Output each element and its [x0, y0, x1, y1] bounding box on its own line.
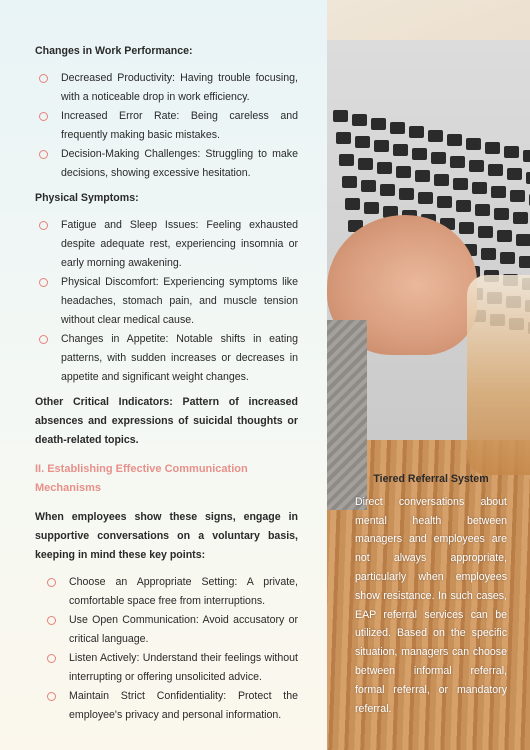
bullet-circle-icon	[39, 278, 48, 287]
keyboard-key	[504, 146, 519, 158]
keyboard-key	[513, 212, 528, 224]
referral-body: Direct conversations about mental health between managers and employees are not always appropriate, particularly when employees show resistance. In such cases, EAP referral services can be utilized. Based on the specific situation, managers can choose between informal referral, formal referral, or mandatory referral.	[355, 495, 507, 715]
list-item: Increased Error Rate: Being careless and frequently making basic mistakes.	[35, 107, 298, 145]
coffee-cup-image	[467, 275, 530, 475]
bullet-circle-icon	[47, 654, 56, 663]
work-performance-heading: Changes in Work Performance:	[35, 45, 193, 57]
keyboard-key	[380, 184, 395, 196]
referral-heading: Tiered Referral System	[373, 473, 489, 485]
keyboard-key	[393, 144, 408, 156]
keyboard-key	[396, 166, 411, 178]
keyboard-key	[371, 118, 386, 130]
keyboard-key	[336, 132, 351, 144]
keyboard-key	[481, 248, 496, 260]
list-item: Maintain Strict Confidentiality: Protect the employee's privacy and personal information.	[43, 687, 298, 725]
list-item: Decreased Productivity: Having trouble focusing, with a noticeable drop in work efficiency.	[35, 69, 298, 107]
keyboard-key	[390, 122, 405, 134]
list-item: Decision-Making Challenges: Struggling to make decisions, showing excessive hesitation.	[35, 145, 298, 183]
keyboard-key	[507, 168, 522, 180]
bullet-circle-icon	[47, 616, 56, 625]
keyboard-key	[374, 140, 389, 152]
keyboard-key	[437, 196, 452, 208]
keyboard-key	[510, 190, 525, 202]
list-item: Changes in Appetite: Notable shifts in eating patterns, with sudden increases or decreases in appetite and significant weight changes.	[35, 330, 298, 387]
keyboard-key	[500, 252, 515, 264]
keyboard-key	[434, 174, 449, 186]
keyboard-key	[453, 178, 468, 190]
keyboard-key	[358, 158, 373, 170]
keyboard-key	[361, 180, 376, 192]
other-indicators-paragraph: Other Critical Indicators: Pattern of increased absences and expressions of suicidal thoughts or death-related topics.	[35, 396, 298, 446]
photo-panel	[327, 0, 530, 750]
work-performance-list	[35, 69, 298, 183]
keyboard-key	[469, 160, 484, 172]
keyboard-key	[345, 198, 360, 210]
list-item: Listen Actively: Understand their feelings without interrupting or offering unsolicited advice.	[43, 649, 298, 687]
keyboard-key	[478, 226, 493, 238]
list-item: Choose an Appropriate Setting: A private, comfortable space free from interruptions.	[43, 573, 298, 611]
list-item: Fatigue and Sleep Issues: Feeling exhausted despite adequate rest, experiencing insomnia or early morning awakening.	[35, 216, 298, 273]
keyboard-key	[494, 208, 509, 220]
keyboard-key	[466, 138, 481, 150]
bullet-circle-icon	[39, 74, 48, 83]
bullet-circle-icon	[39, 112, 48, 121]
keyboard-key	[342, 176, 357, 188]
referral-sidebar	[355, 470, 507, 718]
keyboard-key	[428, 130, 443, 142]
bullet-circle-icon	[39, 335, 48, 344]
bullet-circle-icon	[47, 692, 56, 701]
keyboard-key	[485, 142, 500, 154]
section-two-intro: When employees show these signs, engage in supportive conversations on a voluntary basis, keeping in mind these key points:	[35, 511, 298, 561]
keyboard-key	[488, 164, 503, 176]
keyboard-key	[456, 200, 471, 212]
keyboard-key	[409, 126, 424, 138]
keyboard-key	[516, 234, 530, 246]
keyboard-key	[399, 188, 414, 200]
keyboard-key	[526, 172, 530, 184]
keyboard-key	[519, 256, 530, 268]
keyboard-key	[364, 202, 379, 214]
keyboard-key	[377, 162, 392, 174]
bullet-circle-icon	[39, 221, 48, 230]
keyboard-key	[352, 114, 367, 126]
keyboard-key	[491, 186, 506, 198]
keyboard-key	[523, 150, 530, 162]
keyboard-key	[355, 136, 370, 148]
keyboard-key	[447, 134, 462, 146]
main-content	[35, 42, 298, 725]
list-item: Use Open Communication: Avoid accusatory or critical language.	[43, 611, 298, 649]
keyboard-key	[339, 154, 354, 166]
keyboard-key	[475, 204, 490, 216]
keyboard-key	[333, 110, 348, 122]
list-item: Physical Discomfort: Experiencing symptoms like headaches, stomach pain, and muscle tension without clear medical cause.	[35, 273, 298, 330]
bullet-circle-icon	[47, 578, 56, 587]
keyboard-key	[472, 182, 487, 194]
physical-symptoms-list	[35, 216, 298, 387]
communication-points-list	[35, 573, 298, 725]
bullet-circle-icon	[39, 150, 48, 159]
section-two-heading: II. Establishing Effective Communication Mechanisms	[35, 463, 248, 494]
physical-symptoms-heading: Physical Symptoms:	[35, 192, 139, 204]
keyboard-key	[450, 156, 465, 168]
keyboard-key	[412, 148, 427, 160]
keyboard-key	[497, 230, 512, 242]
keyboard-key	[431, 152, 446, 164]
keyboard-key	[415, 170, 430, 182]
keyboard-key	[418, 192, 433, 204]
keyboard-key	[459, 222, 474, 234]
